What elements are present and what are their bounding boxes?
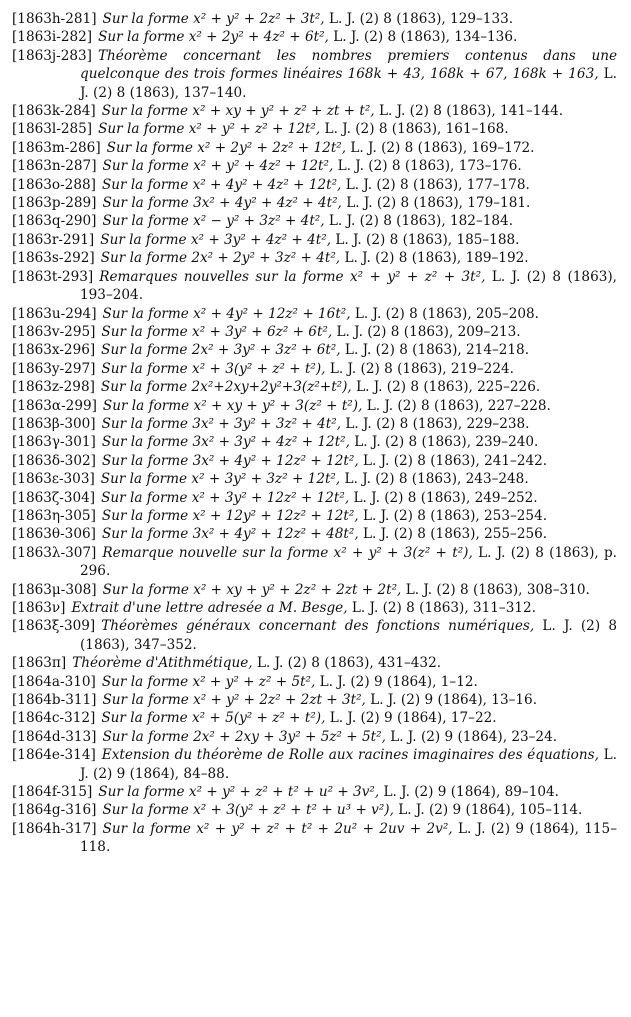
entry-reference: L. J. (2) 9 (1864), 84–88.	[80, 747, 617, 782]
entry-title: Sur la forme 2x² + 3y² + 3z² + 6t²,	[101, 342, 341, 359]
entry-reference: L. J. (2) 9 (1864), 89–104.	[383, 784, 559, 801]
entry-title: Sur la forme 3x² + 3y² + 4z² + 12t²,	[101, 434, 350, 451]
entry-reference: L. J. (2) 8 (1863), 177–178.	[345, 176, 530, 193]
entry-reference: L. J. (2) 8 (1863), 347–352.	[80, 618, 617, 653]
entry-title: Sur la forme x² + 3y² + 6z² + 6t²,	[101, 323, 333, 340]
entry-title: Sur la forme 3x² + 4y² + 4z² + 4t²,	[102, 195, 342, 212]
entry-title: Sur la forme 3x² + 4y² + 12z² + 12t²,	[101, 452, 359, 469]
entry-key: [1863γ-301]	[12, 434, 96, 451]
entry-reference: L. J. (2) 8 (1863), 311–312.	[351, 600, 536, 616]
entry-reference: L. J. (2) 8 (1863), 193–204.	[80, 268, 617, 304]
bibliography-entry	[12, 305, 617, 323]
bibliography-entry	[12, 10, 617, 28]
entry-reference: L. J. (2) 8 (1863), 141–144.	[378, 103, 564, 120]
entry-reference: L. J. (2) 8 (1863), 209–213.	[336, 323, 521, 340]
entry-reference: L. J. (2) 8 (1863), 225–226.	[356, 379, 541, 396]
entry-reference: L. J. (2) 8 (1863), 179–181.	[346, 195, 531, 212]
bibliography-entry	[12, 157, 617, 175]
entry-title: Sur la forme x² + 12y² + 12z² + 12t²,	[101, 507, 359, 524]
entry-reference: L. J. (2) 8 (1863), 137–140.	[80, 66, 617, 101]
entry-key: [1864f-315]	[12, 784, 93, 801]
entry-key: [1863ξ-309]	[12, 618, 96, 635]
entry-key: [1863v-295]	[12, 323, 96, 340]
entry-reference: L. J. (2) 8 (1863), 134–136.	[333, 29, 518, 46]
entry-key: [1863s-292]	[12, 250, 95, 267]
bibliography-entry	[12, 801, 617, 819]
entry-reference: L. J. (2) 8 (1863), 129–133.	[328, 11, 514, 27]
entry-reference: L. J. (2) 9 (1864), 115–118.	[80, 820, 617, 856]
bibliography-entry	[12, 581, 617, 599]
bibliography-entry	[12, 341, 617, 359]
bibliography-list	[12, 10, 617, 857]
entry-title: Sur la forme 2x² + 2y² + 3z² + 4t²,	[100, 250, 341, 267]
entry-title: Sur la forme x² + 3y² + 4z² + 4t²,	[100, 231, 332, 248]
entry-title: Remarque nouvelle sur la forme x² + y² + 3(z² + t²),	[102, 544, 473, 561]
bibliography-entry	[12, 433, 617, 451]
entry-title: Sur la forme x² + y² + z² + 12t²,	[98, 121, 321, 138]
entry-reference: L. J. (2) 9 (1864), 105–114.	[398, 802, 583, 819]
entry-reference: L. J. (2) 8 (1863), p. 296.	[80, 544, 617, 580]
bibliography-entry	[12, 47, 617, 102]
entry-title: Théorème d'Atithmétique,	[72, 655, 253, 672]
entry-reference: L. J. (2) 8 (1863), 229–238.	[345, 415, 530, 432]
bibliography-entry	[12, 728, 617, 746]
entry-title: Remarques nouvelles sur la forme x² + y² + z² + 3t²,	[99, 268, 486, 285]
entry-key: [1863r-291]	[12, 231, 95, 248]
bibliography-entry	[12, 783, 617, 801]
entry-reference: L. J. (2) 8 (1863), 253–254.	[362, 507, 548, 524]
entry-key: [1863η-305]	[12, 507, 96, 524]
bibliography-entry	[12, 507, 617, 525]
entry-key: [1863θ-306]	[12, 526, 96, 543]
entry-key: [1863t-293]	[12, 268, 94, 285]
entry-title: Sur la forme x² + y² + 4z² + 12t²,	[102, 158, 334, 175]
bibliography-entry	[12, 120, 617, 138]
entry-title: Sur la forme x² + 3(y² + z² + t² + u³ + v²),	[102, 802, 394, 819]
entry-key: [1863m-286]	[12, 139, 101, 156]
bibliography-entry	[12, 709, 617, 727]
entry-key: [1863n-287]	[12, 158, 97, 175]
entry-title: Sur la forme x² + y² + z² + 5t²,	[101, 673, 316, 690]
entry-title: Sur la forme x² + xy + y² + 3(z² + t²),	[102, 397, 363, 414]
entry-key: [1864d-313]	[12, 728, 97, 745]
entry-key: [1864b-311]	[12, 692, 97, 709]
entry-reference: L. J. (2) 8 (1863), 243–248.	[344, 471, 529, 488]
entry-title: Sur la forme 3x² + 4y² + 12z² + 48t²,	[101, 526, 359, 543]
bibliography-entry	[12, 323, 617, 341]
entry-title: Sur la forme x² + y² + z² + t² + u² + 3v²,	[98, 784, 380, 801]
entry-key: [1864g-316]	[12, 802, 97, 819]
entry-key: [1863j-283]	[12, 47, 92, 64]
bibliography-entry	[12, 212, 617, 230]
entry-key: [1863λ-307]	[12, 544, 97, 561]
bibliography-entry	[12, 691, 617, 709]
entry-reference: L. J. (2) 8 (1863), 219–224.	[329, 360, 514, 377]
bibliography-entry	[12, 176, 617, 194]
bibliography-entry	[12, 28, 617, 46]
entry-title: Sur la forme x² + xy + y² + z² + zt + t²,	[101, 103, 375, 120]
entry-title: Sur la forme x² + 2y² + 2z² + 12t²,	[106, 139, 347, 156]
entry-key: [1863ε-303]	[12, 471, 95, 488]
entry-key: [1863u-294]	[12, 305, 97, 322]
entry-title: Sur la forme x² − y² + 3z² + 4t²,	[102, 213, 325, 230]
bibliography-entry	[12, 470, 617, 488]
entry-reference: L. J. (2) 9 (1864), 17–22.	[329, 710, 497, 727]
entry-title: Sur la forme x² + 4y² + 12z² + 16t²,	[102, 305, 351, 322]
entry-reference: L. J. (2) 8 (1863), 239–240.	[354, 434, 539, 451]
entry-title: Extension du théorème de Rolle aux racines imaginaires des équations,	[101, 747, 599, 764]
bibliography-entry	[12, 525, 617, 543]
bibliography-entry	[12, 268, 617, 305]
entry-key: [1863δ-302]	[12, 452, 96, 469]
entry-title: Sur la forme x² + xy + y² + 2z² + 2zt + 2t²,	[102, 581, 402, 598]
bibliography-entry	[12, 599, 617, 617]
entry-reference: L. J. (2) 8 (1863), 182–184.	[328, 213, 514, 230]
entry-key: [1864a-310]	[12, 673, 96, 690]
entry-key: [1863p-289]	[12, 195, 97, 212]
entry-title: Sur la forme x² + 5(y² + z² + t²),	[101, 710, 326, 727]
entry-reference: L. J. (2) 8 (1863), 227–228.	[366, 397, 551, 414]
entry-title: Sur la forme x² + y² + z² + t² + 2u² + 2uv + 2v²,	[102, 820, 453, 837]
bibliography-entry	[12, 415, 617, 433]
entry-title: Sur la forme x² + 3y² + 3z² + 12t²,	[100, 471, 341, 488]
bibliography-entry	[12, 194, 617, 212]
entry-title: Sur la forme x² + y² + 2z² + 3t²,	[102, 11, 325, 27]
bibliography-entry	[12, 102, 617, 120]
entry-reference: L. J. (2) 8 (1863), 241–242.	[362, 452, 548, 469]
entry-key: [1864c-312]	[12, 710, 96, 727]
bibliography-entry	[12, 654, 617, 672]
entry-reference: L. J. (2) 8 (1863), 214–218.	[344, 342, 530, 359]
bibliography-entry	[12, 397, 617, 415]
bibliography-entry	[12, 544, 617, 581]
entry-key: [1863l-285]	[12, 121, 93, 138]
bibliography-entry	[12, 820, 617, 857]
entry-title: Sur la forme x² + 2y² + 4z² + 6t²,	[98, 29, 329, 46]
entry-key: [1863y-297]	[12, 360, 96, 377]
bibliography-entry	[12, 746, 617, 783]
entry-reference: L. J. (2) 8 (1863), 161–168.	[324, 121, 509, 138]
entry-key: [1864h-317]	[12, 820, 97, 837]
entry-reference: L. J. (2) 8 (1863), 205–208.	[354, 305, 539, 322]
bibliography-entry	[12, 249, 617, 267]
entry-reference: L. J. (2) 8 (1863), 173–176.	[337, 158, 522, 175]
bibliography-entry	[12, 489, 617, 507]
entry-title: Sur la forme 2x² + 2xy + 3y² + 5z² + 5t²,	[102, 728, 386, 745]
entry-reference: L. J. (2) 8 (1863), 308–310.	[405, 581, 590, 598]
entry-title: Sur la forme x² + y² + 2z² + 2zt + 3t²,	[102, 692, 366, 709]
entry-reference: L. J. (2) 9 (1864), 23–24.	[390, 728, 558, 745]
entry-reference: L. J. (2) 8 (1863), 255–256.	[362, 526, 548, 543]
entry-reference: L. J. (2) 8 (1863), 249–252.	[353, 489, 538, 506]
entry-reference: L. J. (2) 9 (1864), 1–12.	[319, 673, 478, 690]
bibliography-entry	[12, 231, 617, 249]
entry-key: [1863x-296]	[12, 342, 96, 359]
entry-key: [1863μ-308]	[12, 581, 97, 598]
entry-reference: L. J. (2) 8 (1863), 431–432.	[256, 655, 442, 672]
entry-title: Sur la forme x² + 3(y² + z² + t²),	[101, 360, 326, 377]
bibliography-entry	[12, 378, 617, 396]
entry-key: [1863ν]	[12, 600, 66, 616]
entry-key: [1863π]	[12, 655, 67, 672]
entry-key: [1863o-288]	[12, 176, 96, 193]
entry-key: [1863q-290]	[12, 213, 97, 230]
bibliography-entry	[12, 617, 617, 654]
entry-key: [1863i-282]	[12, 29, 93, 46]
entry-key: [1863h-281]	[12, 11, 97, 27]
entry-key: [1863ζ-304]	[12, 489, 96, 506]
bibliography-entry	[12, 360, 617, 378]
entry-key: [1863β-300]	[12, 415, 96, 432]
entry-reference: L. J. (2) 8 (1863), 189–192.	[344, 250, 529, 267]
entry-key: [1863k-284]	[12, 103, 96, 120]
entry-title: Sur la forme 2x²+2xy+2y²+3(z²+t²),	[100, 379, 352, 396]
entry-reference: L. J. (2) 8 (1863), 185–188.	[335, 231, 520, 248]
entry-key: [1863z-298]	[12, 379, 95, 396]
entry-title: Théorèmes généraux concernant des fonctions numériques,	[101, 618, 535, 635]
entry-title: Sur la forme x² + 4y² + 4z² + 12t²,	[101, 176, 342, 193]
bibliography-entry	[12, 139, 617, 157]
entry-title: Théorème concernant les nombres premiers contenus dans une quelconque des trois formes linéaires 168k + 43, 168k + 67, 168k + 163,	[80, 47, 617, 83]
entry-reference: L. J. (2) 9 (1864), 13–16.	[370, 692, 538, 709]
entry-reference: L. J. (2) 8 (1863), 169–172.	[350, 139, 535, 156]
entry-title: Extrait d'une lettre adresée a M. Besge,	[71, 600, 348, 616]
entry-key: [1863α-299]	[12, 397, 97, 414]
entry-title: Sur la forme x² + 3y² + 12z² + 12t²,	[101, 489, 350, 506]
entry-title: Sur la forme 3x² + 3y² + 3z² + 4t²,	[101, 415, 342, 432]
bibliography-entry	[12, 452, 617, 470]
bibliography-entry	[12, 673, 617, 691]
entry-key: [1864e-314]	[12, 747, 96, 764]
